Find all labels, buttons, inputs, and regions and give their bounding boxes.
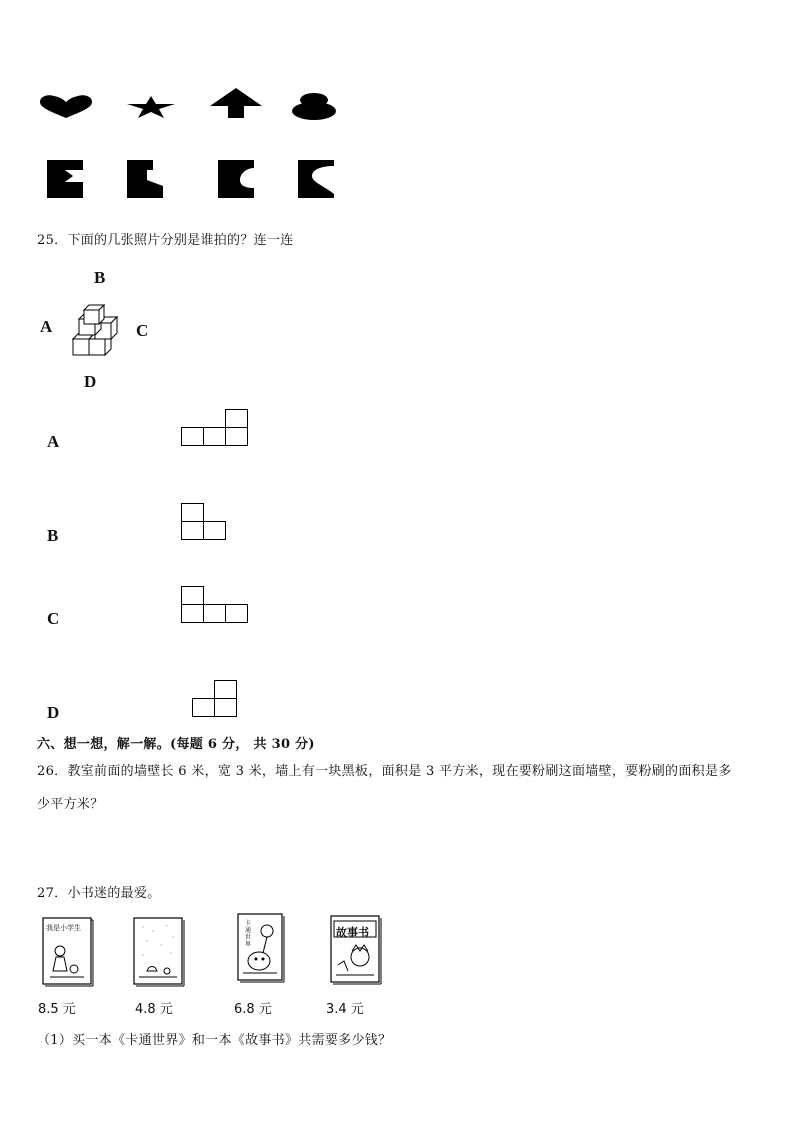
- book-cover-2: [133, 917, 185, 987]
- book-3-cover-title: 卡通世界: [245, 920, 252, 948]
- notched-block-4: [298, 160, 334, 198]
- photo-b-view: [181, 503, 227, 540]
- notched-block-2: [127, 160, 163, 198]
- question-27-text: 27．小书迷的最爱。: [37, 886, 161, 901]
- book-1-cover-title: 我是小学生: [46, 924, 81, 932]
- heart-shape: [40, 94, 92, 120]
- photo-label-b: B: [47, 526, 59, 545]
- book-1-price: 8.5 元: [38, 1002, 76, 1017]
- section-6-heading: 六、想一想，解一解。(每题 6 分， 共 30 分): [37, 737, 315, 752]
- photo-c-view: [181, 586, 249, 623]
- view-label-top: B: [94, 268, 106, 287]
- question-27-sub1: （1）买一本《卡通世界》和一本《故事书》共需要多少钱？: [37, 1033, 392, 1048]
- photo-label-c: C: [47, 609, 60, 628]
- question-26-line1: 26．教室前面的墙壁长 6 米，宽 3 米，墙上有一块黑板，面积是 3 平方米，现在要粉刷这面墙壁，要粉刷的面积是多: [37, 764, 732, 779]
- photo-label-d: D: [47, 703, 60, 722]
- photo-d-view: [192, 680, 238, 717]
- view-label-left: A: [40, 317, 53, 336]
- notched-block-1: [47, 160, 83, 198]
- photo-label-a: A: [47, 432, 60, 451]
- view-label-right: C: [136, 321, 149, 340]
- book-4-cover-title: 故事书: [336, 926, 369, 939]
- arrow-house-shape: [210, 88, 262, 118]
- star-shape: [127, 96, 175, 118]
- book-2-price: 4.8 元: [135, 1002, 173, 1017]
- question-25-text: 25．下面的几张照片分别是谁拍的？连一连: [37, 233, 294, 248]
- photo-a-view: [181, 409, 249, 446]
- cube-stack-figure: [72, 304, 120, 356]
- notched-block-3: [218, 160, 254, 198]
- snowman-shape: [292, 93, 336, 120]
- view-label-bottom: D: [84, 372, 97, 391]
- book-4-price: 3.4 元: [326, 1002, 364, 1017]
- book-3-price: 6.8 元: [234, 1002, 272, 1017]
- question-26-line2: 少平方米？: [37, 797, 104, 812]
